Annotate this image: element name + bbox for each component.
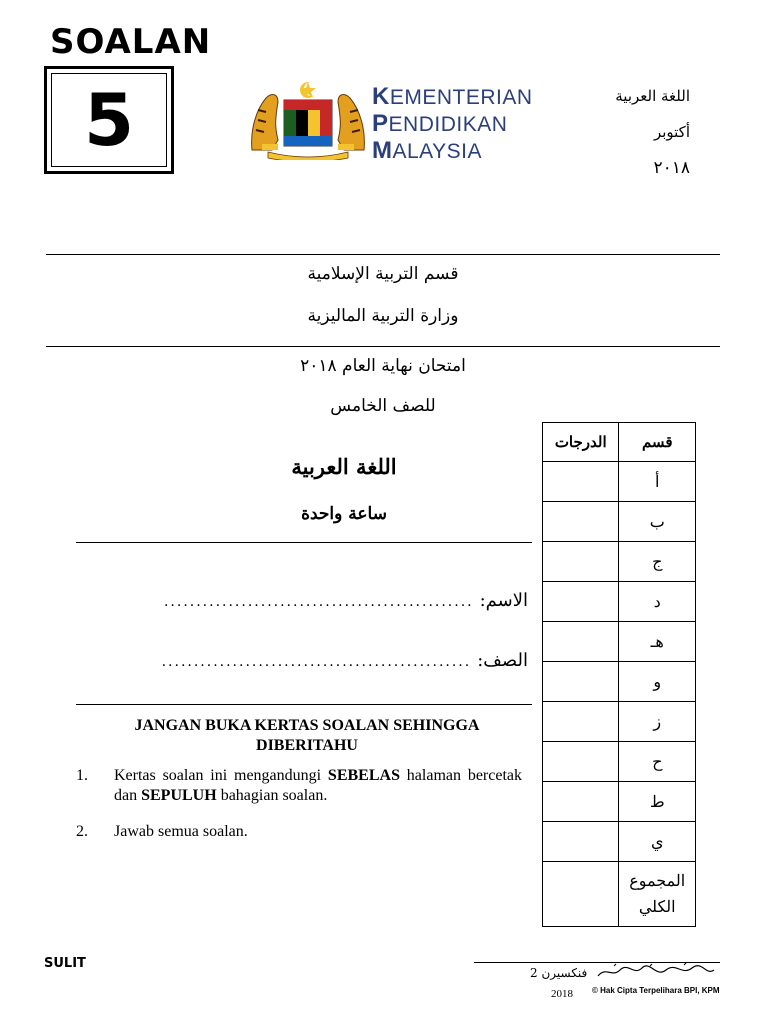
soalan-label: SOALAN [50,22,212,62]
exam-title: امتحان نهاية العام ٢٠١٨ [300,356,466,376]
exam-duration: ساعة واحدة [301,504,387,524]
copyright-text: © Hak Cipta Terpelihara BPI, KPM [592,986,720,995]
ministry-crest-logo [248,80,368,160]
total-label-line1: المجموع [629,871,686,890]
year-label: ٢٠١٨ [653,158,690,178]
table-row [543,582,696,622]
paper-code: فنكسيرن 2 [530,966,588,980]
exam-subject: اللغة العربية [291,454,397,479]
table-row [543,502,696,542]
table-row [543,822,696,862]
score-table [542,422,696,927]
score-cell[interactable] [543,782,619,822]
section-label: هـ [619,622,696,662]
question-number-box [44,66,174,174]
total-score-cell[interactable] [543,862,619,927]
header-section: قسم [619,423,696,462]
table-row [543,462,696,502]
table-row [543,742,696,782]
score-table-header [543,423,696,462]
score-cell[interactable] [543,742,619,782]
section-label: ب [619,502,696,542]
divider-top [46,254,720,255]
sulit-label: SULIT [44,956,86,971]
section-label: ح [619,742,696,782]
score-cell[interactable] [543,702,619,742]
score-cell[interactable] [543,822,619,862]
total-row [543,862,696,927]
department-line1: قسم التربية الإسلامية [307,264,459,284]
calligraphy-signature [594,962,718,982]
department-line2: وزارة التربية الماليزية [307,306,459,326]
class-label: الصف: [477,650,528,671]
question-number: 5 [51,73,167,167]
instruction-number: 1. [76,767,88,784]
subject-label: اللغة العربية [615,87,690,105]
instruction-text: Jawab semua soalan. [114,823,248,840]
table-row [543,542,696,582]
divider-form-bottom [76,704,532,705]
score-cell[interactable] [543,462,619,502]
header-score: الدرجات [543,423,619,462]
class-dots: ................................................ [161,654,472,670]
score-cell[interactable] [543,542,619,582]
name-label: الاسم: [479,590,528,611]
instruction-item-1 [76,766,522,806]
score-cell[interactable] [543,582,619,622]
table-row [543,702,696,742]
total-label-line2: الكلي [638,897,676,916]
section-label: و [619,662,696,702]
divider-department [46,346,720,347]
section-label: ز [619,702,696,742]
instruction-item-2 [76,822,522,842]
warning-text: JANGAN BUKA KERTAS SOALAN SEHINGGA DIBERITAHU [134,717,480,754]
month-label: أكتوبر [653,123,690,141]
score-cell[interactable] [543,502,619,542]
name-dots: ................................................ [163,594,474,610]
exam-class: للصف الخامس [330,396,436,416]
score-cell[interactable] [543,622,619,662]
section-label: ط [619,782,696,822]
total-label [619,862,696,927]
class-field[interactable] [92,650,528,671]
name-field[interactable] [92,590,528,611]
section-label: ي [619,822,696,862]
section-label: د [619,582,696,622]
instruction-number: 2. [76,823,88,840]
score-cell[interactable] [543,662,619,702]
section-label: أ [619,462,696,502]
table-row [543,662,696,702]
section-label: ج [619,542,696,582]
table-row [543,622,696,662]
divider-form-top [76,542,532,543]
subject-date-block [615,78,690,186]
table-row [543,782,696,822]
paper-year: 2018 [551,988,573,1000]
instruction-text: Kertas soalan ini mengandungi SEBELAS halaman bercetak dan SEPULUH bahagian soalan. [114,767,522,804]
ministry-name: KEMENTERIAN PENDIDIKAN MALAYSIA [372,83,533,164]
